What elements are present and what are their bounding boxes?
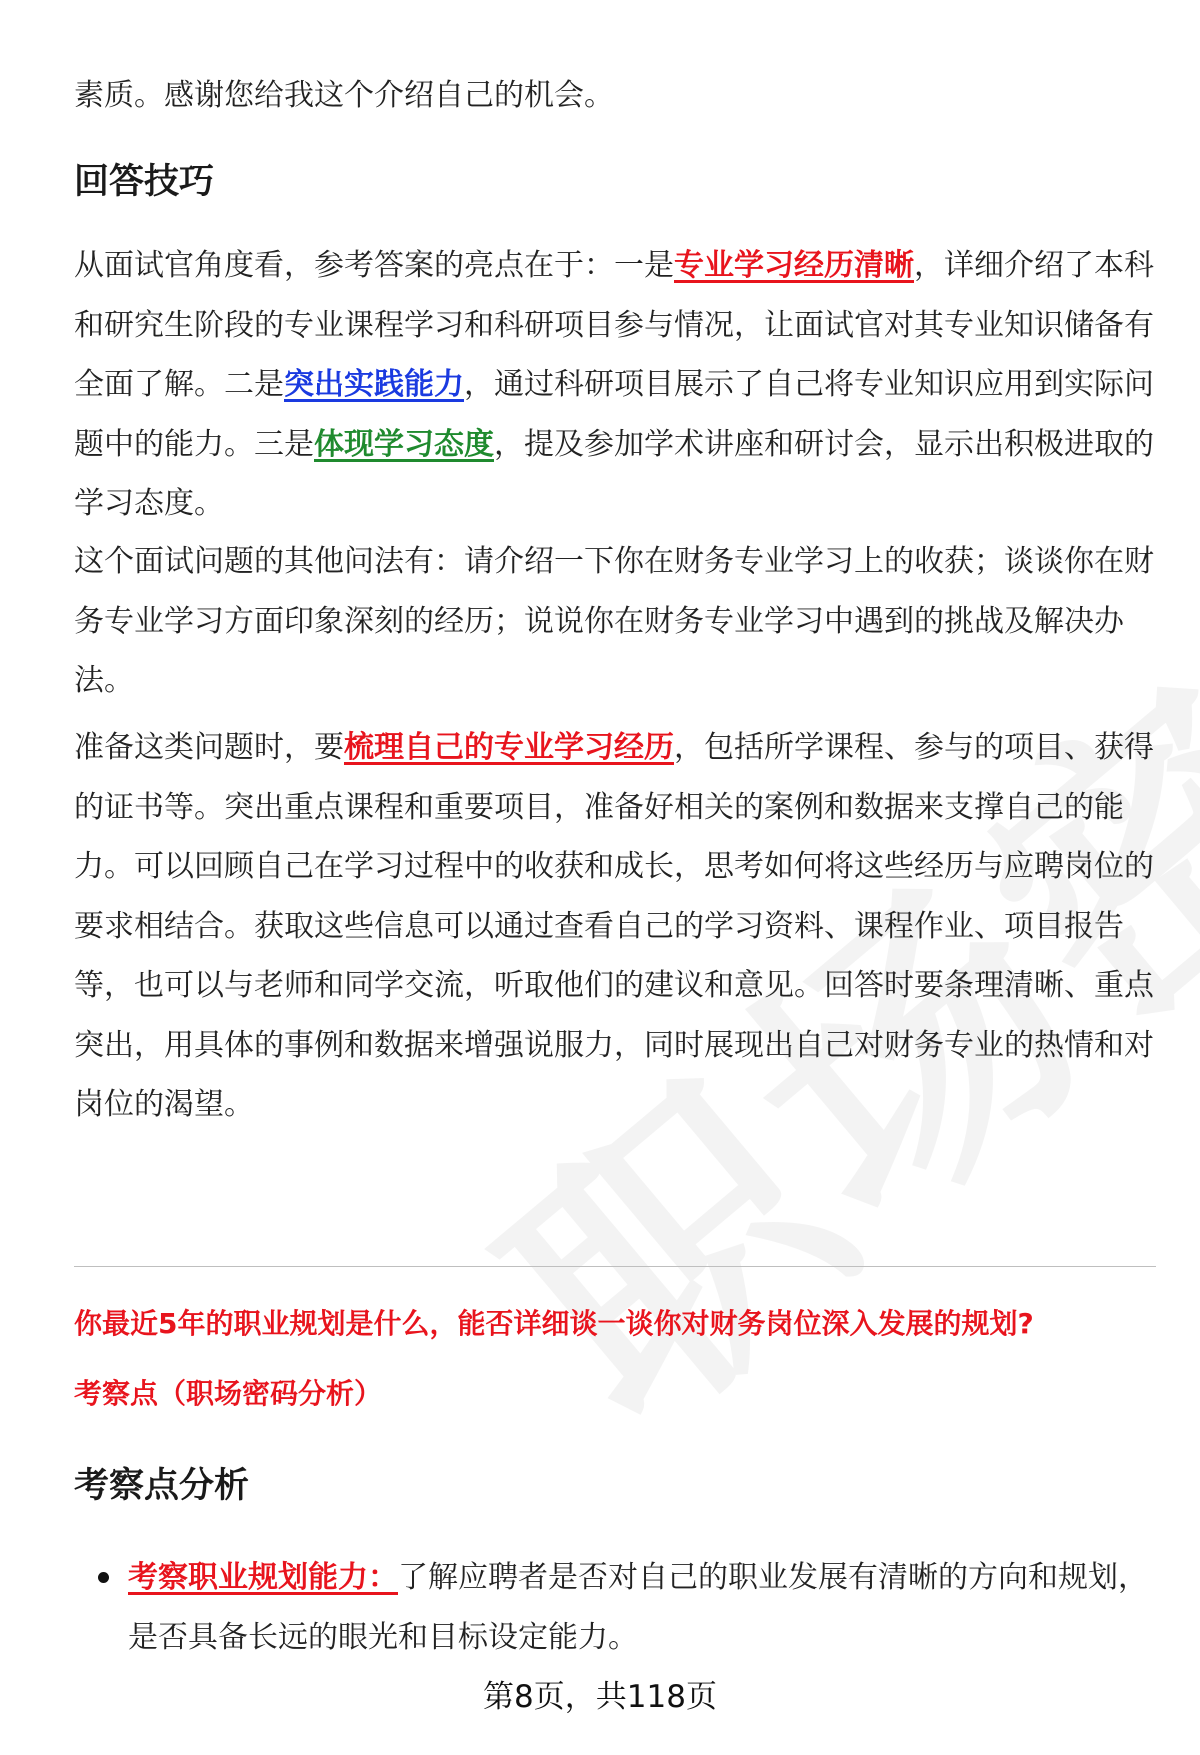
answer-tips-paragraph-3: [74, 718, 1154, 1135]
bullet-dot-icon: [98, 1572, 109, 1583]
analysis-bullet-item: [74, 1548, 1156, 1667]
bullet-text: [128, 1548, 1156, 1667]
para1-text-a: 从面试官角度看，参考答案的亮点在于：一是: [74, 248, 674, 283]
para3-text-b: ，包括所学课程、参与的项目、获得的证书等。突出重点课程和重要项目，准备好相关的案例和数据来支撑自己的能力。可以回顾自己在学习过程中的收获和成长，思考如何将这些经历与应聘岗位的要求相结合。获取这些信息可以通过查看自己的学习资料、课程作业、项目报告等，也可以与老师和同学交流，听取他们的建议和意见。回答时要条理清晰、重点突出，用具体的事例和数据来增强说服力，同时展现出自己对财务专业的热情和对岗位的渴望。: [74, 730, 1154, 1122]
bullet-body: 了解应聘者是否对自己的职业发展有清晰的方向和规划，是否具备长远的眼光和目标设定能力。: [128, 1560, 1148, 1655]
section-heading-analysis: 考察点分析: [74, 1466, 250, 1506]
highlight-practical-ability: 突出实践能力: [284, 367, 464, 402]
para1-text-c: ，通过科研项目展示了自己将专业知识应用到实际问题中的能力。三是: [74, 367, 1154, 462]
section-divider: [74, 1266, 1156, 1267]
interview-question-title: 你最近5年的职业规划是什么，能否详细谈一谈你对财务岗位深入发展的规划?: [74, 1307, 1034, 1340]
highlight-study-experience: 专业学习经历清晰: [674, 248, 914, 283]
section-heading-answer-tips: 回答技巧: [74, 162, 215, 202]
answer-tips-paragraph-1: [74, 236, 1154, 534]
answer-tips-paragraph-2: 这个面试问题的其他问法有：请介绍一下你在财务专业学习上的收获；谈谈你在财务专业学习方面印象深刻的经历；说说你在财务专业学习中遇到的挑战及解决办法。: [74, 544, 1154, 698]
intro-tail-text: 素质。感谢您给我这个介绍自己的机会。: [74, 78, 614, 113]
page-number-footer: 第8页，共118页: [483, 1679, 717, 1715]
highlight-learning-attitude: 体现学习态度: [314, 426, 494, 462]
highlight-organize-experience: 梳理自己的专业学习经历: [344, 730, 674, 765]
para1-text-b: ，详细介绍了本科和研究生阶段的专业课程学习和科研项目参与情况，让面试官对其专业知识储备有全面了解。二是: [74, 248, 1154, 402]
question-subtitle: 考察点（职场密码分析）: [74, 1377, 383, 1410]
bullet-label: 考察职业规划能力：: [128, 1560, 398, 1595]
para1-text-d: ，提及参加学术讲座和研讨会，显示出积极进取的学习态度。: [74, 426, 1154, 521]
para3-text-a: 准备这类问题时，要: [74, 730, 344, 765]
